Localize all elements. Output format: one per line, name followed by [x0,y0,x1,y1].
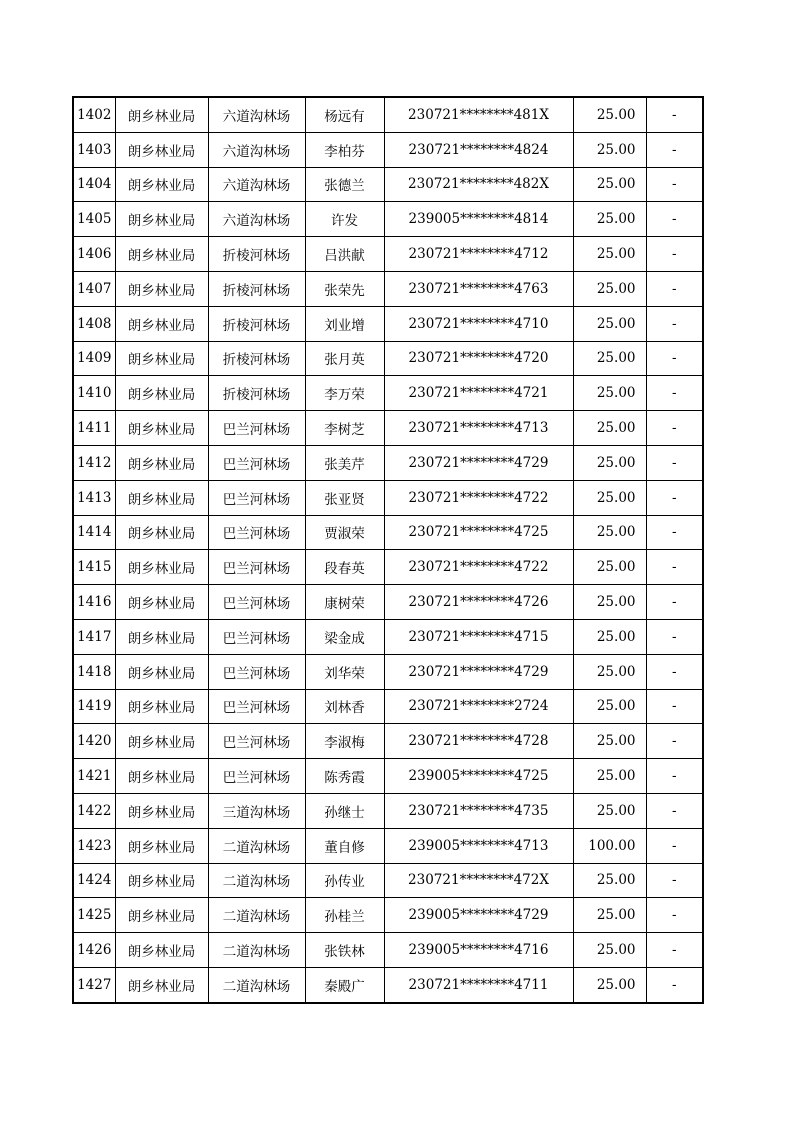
person-name-cell: 陈秀霞 [305,759,384,794]
person-name-cell: 董自修 [305,828,384,863]
table-row [73,550,703,585]
person-name-cell: 孙桂兰 [305,898,384,933]
id-number-cell: 230721********4713 [384,411,573,446]
forest-farm-cell: 六道沟林场 [208,132,305,167]
forest-farm-cell: 折棱河林场 [208,271,305,306]
amount-cell: 25.00 [573,759,646,794]
table-row [73,376,703,411]
bureau-cell: 朗乡林业局 [115,793,208,828]
row-number-cell: 1421 [73,759,115,794]
note-cell: - [646,132,703,167]
table-row [73,480,703,515]
table-row [73,167,703,202]
note-cell: - [646,933,703,968]
row-number-cell: 1404 [73,167,115,202]
id-number-cell: 230721********472X [384,863,573,898]
amount-cell: 25.00 [573,237,646,272]
id-number-cell: 230721********4735 [384,793,573,828]
row-number-cell: 1405 [73,202,115,237]
note-cell: - [646,724,703,759]
forest-farm-cell: 折棱河林场 [208,237,305,272]
id-number-cell: 230721********4720 [384,341,573,376]
bureau-cell: 朗乡林业局 [115,585,208,620]
bureau-cell: 朗乡林业局 [115,237,208,272]
forest-farm-cell: 三道沟林场 [208,793,305,828]
forest-farm-cell: 巴兰河林场 [208,724,305,759]
row-number-cell: 1422 [73,793,115,828]
bureau-cell: 朗乡林业局 [115,828,208,863]
person-name-cell: 李柏芬 [305,132,384,167]
bureau-cell: 朗乡林业局 [115,759,208,794]
id-number-cell: 230721********4710 [384,306,573,341]
row-number-cell: 1418 [73,654,115,689]
table-row [73,237,703,272]
note-cell: - [646,306,703,341]
row-number-cell: 1415 [73,550,115,585]
amount-cell: 25.00 [573,480,646,515]
note-cell: - [646,202,703,237]
note-cell: - [646,271,703,306]
forest-farm-cell: 折棱河林场 [208,306,305,341]
note-cell: - [646,759,703,794]
bureau-cell: 朗乡林业局 [115,898,208,933]
person-name-cell: 张德兰 [305,167,384,202]
note-cell: - [646,167,703,202]
table-row [73,689,703,724]
table-row [73,654,703,689]
row-number-cell: 1406 [73,237,115,272]
id-number-cell: 230721********481X [384,97,573,132]
row-number-cell: 1402 [73,97,115,132]
row-number-cell: 1419 [73,689,115,724]
amount-cell: 25.00 [573,724,646,759]
id-number-cell: 230721********482X [384,167,573,202]
table-row [73,619,703,654]
row-number-cell: 1414 [73,515,115,550]
forest-farm-cell: 二道沟林场 [208,828,305,863]
bureau-cell: 朗乡林业局 [115,863,208,898]
row-number-cell: 1408 [73,306,115,341]
note-cell: - [646,411,703,446]
bureau-cell: 朗乡林业局 [115,445,208,480]
person-name-cell: 张美芹 [305,445,384,480]
table-row [73,863,703,898]
bureau-cell: 朗乡林业局 [115,480,208,515]
table-row [73,724,703,759]
note-cell: - [646,376,703,411]
bureau-cell: 朗乡林业局 [115,654,208,689]
table-row [73,306,703,341]
table-row [73,759,703,794]
id-number-cell: 230721********4721 [384,376,573,411]
table-row [73,97,703,132]
id-number-cell: 230721********2724 [384,689,573,724]
note-cell: - [646,689,703,724]
bureau-cell: 朗乡林业局 [115,167,208,202]
note-cell: - [646,445,703,480]
forest-farm-cell: 二道沟林场 [208,898,305,933]
amount-cell: 25.00 [573,376,646,411]
forest-farm-cell: 六道沟林场 [208,97,305,132]
amount-cell: 25.00 [573,132,646,167]
bureau-cell: 朗乡林业局 [115,724,208,759]
person-name-cell: 刘林香 [305,689,384,724]
amount-cell: 25.00 [573,689,646,724]
id-number-cell: 239005********4716 [384,933,573,968]
id-number-cell: 230721********4763 [384,271,573,306]
person-name-cell: 张铁林 [305,933,384,968]
forest-farm-cell: 巴兰河林场 [208,689,305,724]
forest-farm-cell: 折棱河林场 [208,341,305,376]
forest-farm-cell: 二道沟林场 [208,967,305,1002]
forest-farm-cell: 折棱河林场 [208,376,305,411]
row-number-cell: 1403 [73,132,115,167]
note-cell: - [646,515,703,550]
note-cell: - [646,793,703,828]
row-number-cell: 1426 [73,933,115,968]
bureau-cell: 朗乡林业局 [115,411,208,446]
id-number-cell: 230721********4824 [384,132,573,167]
forest-farm-cell: 二道沟林场 [208,863,305,898]
amount-cell: 25.00 [573,550,646,585]
bureau-cell: 朗乡林业局 [115,619,208,654]
row-number-cell: 1420 [73,724,115,759]
person-name-cell: 孙传业 [305,863,384,898]
bureau-cell: 朗乡林业局 [115,202,208,237]
data-table [72,96,704,1004]
note-cell: - [646,97,703,132]
forest-farm-cell: 巴兰河林场 [208,411,305,446]
bureau-cell: 朗乡林业局 [115,689,208,724]
note-cell: - [646,863,703,898]
amount-cell: 25.00 [573,863,646,898]
note-cell: - [646,619,703,654]
row-number-cell: 1410 [73,376,115,411]
amount-cell: 25.00 [573,411,646,446]
id-number-cell: 230721********4715 [384,619,573,654]
row-number-cell: 1417 [73,619,115,654]
amount-cell: 25.00 [573,341,646,376]
id-number-cell: 230721********4712 [384,237,573,272]
table-row [73,515,703,550]
id-number-cell: 239005********4713 [384,828,573,863]
person-name-cell: 杨远有 [305,97,384,132]
row-number-cell: 1427 [73,967,115,1002]
id-number-cell: 239005********4729 [384,898,573,933]
amount-cell: 25.00 [573,306,646,341]
amount-cell: 25.00 [573,97,646,132]
amount-cell: 25.00 [573,202,646,237]
person-name-cell: 秦殿广 [305,967,384,1002]
row-number-cell: 1416 [73,585,115,620]
person-name-cell: 张荣先 [305,271,384,306]
row-number-cell: 1411 [73,411,115,446]
person-name-cell: 李淑梅 [305,724,384,759]
person-name-cell: 张亚贤 [305,480,384,515]
bureau-cell: 朗乡林业局 [115,271,208,306]
row-number-cell: 1425 [73,898,115,933]
table-row [73,585,703,620]
amount-cell: 25.00 [573,515,646,550]
note-cell: - [646,341,703,376]
person-name-cell: 梁金成 [305,619,384,654]
table-row [73,933,703,968]
bureau-cell: 朗乡林业局 [115,967,208,1002]
id-number-cell: 239005********4814 [384,202,573,237]
forest-farm-cell: 巴兰河林场 [208,654,305,689]
forest-farm-cell: 巴兰河林场 [208,480,305,515]
row-number-cell: 1423 [73,828,115,863]
table-row [73,132,703,167]
row-number-cell: 1409 [73,341,115,376]
bureau-cell: 朗乡林业局 [115,933,208,968]
person-name-cell: 刘业增 [305,306,384,341]
note-cell: - [646,967,703,1002]
bureau-cell: 朗乡林业局 [115,341,208,376]
table-row [73,341,703,376]
note-cell: - [646,585,703,620]
forest-farm-cell: 巴兰河林场 [208,515,305,550]
table-row [73,271,703,306]
amount-cell: 100.00 [573,828,646,863]
person-name-cell: 段春英 [305,550,384,585]
bureau-cell: 朗乡林业局 [115,550,208,585]
forest-farm-cell: 巴兰河林场 [208,550,305,585]
row-number-cell: 1412 [73,445,115,480]
bureau-cell: 朗乡林业局 [115,132,208,167]
id-number-cell: 230721********4722 [384,480,573,515]
person-name-cell: 孙继士 [305,793,384,828]
id-number-cell: 230721********4726 [384,585,573,620]
table-row [73,828,703,863]
amount-cell: 25.00 [573,585,646,620]
note-cell: - [646,480,703,515]
id-number-cell: 239005********4725 [384,759,573,794]
person-name-cell: 刘华荣 [305,654,384,689]
person-name-cell: 吕洪献 [305,237,384,272]
person-name-cell: 贾淑荣 [305,515,384,550]
person-name-cell: 李万荣 [305,376,384,411]
note-cell: - [646,654,703,689]
note-cell: - [646,550,703,585]
amount-cell: 25.00 [573,898,646,933]
table-row [73,411,703,446]
forest-farm-cell: 巴兰河林场 [208,759,305,794]
table-row [73,967,703,1002]
bureau-cell: 朗乡林业局 [115,306,208,341]
amount-cell: 25.00 [573,933,646,968]
amount-cell: 25.00 [573,967,646,1002]
table-row [73,445,703,480]
forest-farm-cell: 巴兰河林场 [208,445,305,480]
bureau-cell: 朗乡林业局 [115,376,208,411]
id-number-cell: 230721********4728 [384,724,573,759]
forest-farm-cell: 六道沟林场 [208,167,305,202]
person-name-cell: 张月英 [305,341,384,376]
note-cell: - [646,237,703,272]
amount-cell: 25.00 [573,654,646,689]
id-number-cell: 230721********4729 [384,654,573,689]
table-body [73,97,703,1003]
bureau-cell: 朗乡林业局 [115,97,208,132]
forest-farm-cell: 六道沟林场 [208,202,305,237]
forest-farm-cell: 巴兰河林场 [208,619,305,654]
id-number-cell: 230721********4729 [384,445,573,480]
person-name-cell: 康树荣 [305,585,384,620]
amount-cell: 25.00 [573,167,646,202]
person-name-cell: 许发 [305,202,384,237]
amount-cell: 25.00 [573,793,646,828]
forest-farm-cell: 二道沟林场 [208,933,305,968]
note-cell: - [646,898,703,933]
forest-farm-cell: 巴兰河林场 [208,585,305,620]
table-row [73,898,703,933]
table-row [73,202,703,237]
note-cell: - [646,828,703,863]
row-number-cell: 1407 [73,271,115,306]
bureau-cell: 朗乡林业局 [115,515,208,550]
amount-cell: 25.00 [573,619,646,654]
person-name-cell: 李树芝 [305,411,384,446]
id-number-cell: 230721********4722 [384,550,573,585]
row-number-cell: 1424 [73,863,115,898]
amount-cell: 25.00 [573,271,646,306]
id-number-cell: 230721********4725 [384,515,573,550]
id-number-cell: 230721********4711 [384,967,573,1002]
row-number-cell: 1413 [73,480,115,515]
amount-cell: 25.00 [573,445,646,480]
table-row [73,793,703,828]
